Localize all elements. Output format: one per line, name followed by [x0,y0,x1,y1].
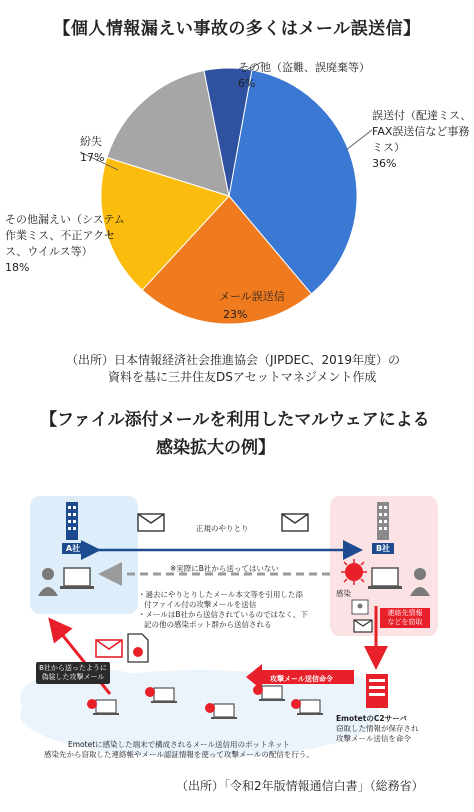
title-line: 感染拡大の例】 [156,438,275,458]
laptop-a-icon [60,568,94,589]
pie-label-text: 紛失 [80,135,102,148]
pie-label-value: 17% [80,151,105,164]
virus-b-icon [341,559,367,585]
attachment-doc-icon [128,634,148,662]
pie-label-value: 18% [5,261,30,274]
pie-label-text: ミス） [372,141,405,154]
laptop-b-icon [368,568,402,589]
section2-title [40,406,430,462]
source-line: （出所）日本情報経済社会推進協会（JIPDEC、2019年度）の [66,353,401,367]
envelope-icon [138,514,164,531]
desc-line: 記の他の感染ボット群から送信される [144,620,272,629]
desc-line: ・メールはB社から送信されているのではなく、下 [138,610,308,619]
c2-line: 攻撃メール送信を命令 [336,734,411,743]
legit-exchange-label: 正規のやりとり [196,524,249,533]
pie-label-text: FAX誤送信など事務 [372,125,470,138]
envelope-icon [282,514,308,531]
steal-info-badge [380,608,430,628]
botnet-line: Emotetに感染した端末で構成されるメール送信用のボットネット [68,740,290,749]
pie-label-value: 6% [238,77,256,90]
pie-label-misdelivery [372,108,474,172]
pie-leader-line [346,130,372,150]
pie-label-email [219,289,285,323]
pie-label-other-leak [5,212,125,276]
badge-line: 連絡先情報 [387,609,423,617]
pie-label-value: 23% [223,308,248,321]
attack-description [138,590,308,630]
building-b-icon [377,502,389,540]
desc-line: ・過去にやりとりしたメール本文等を引用した添 [138,590,303,599]
company-b-label: B社 [372,543,394,554]
badge-line: B社から送ったように [39,664,107,672]
pie-label-other [238,60,370,92]
source-note-2: （出所）「令和2年版情報通信白書」（総務省） [176,779,424,793]
badge-line: などを窃取 [387,618,423,626]
pie-label-text: その他（盗難、誤廃棄等） [238,61,370,74]
attack-command-label: 攻撃メール送信命令 [270,675,333,683]
section1-title: 【個人情報漏えい事故の多くはメール誤送信】 [53,19,421,39]
desc-line: 付ファイル付の攻撃メールを送信 [144,600,257,609]
pie-label-value: 36% [372,157,397,170]
source-note-1 [66,352,400,386]
c2-description [336,714,419,744]
c2-line: 窃取した情報が保存され [336,724,419,733]
not-from-b-label: ※実際にB社から送ってはいない [170,564,279,573]
impersonated-mail-badge [36,662,110,684]
c2-server-icon [366,674,388,708]
source-line: 資料を基に三井住友DSアセットマネジメント作成 [108,370,377,384]
attack-envelope-icon [96,640,122,657]
pie-label-text: その他漏えい（システム [5,213,125,226]
mail-icon-b [354,620,372,632]
botnet-line: 感染先から窃取した連絡帳やメール認証情報を使って攻撃メールの配信を行う。 [44,750,314,759]
infected-label: 感染 [336,589,351,598]
c2-line: EmotetのC2サーバ [336,714,407,723]
badge-line: 偽装した攻撃メール [41,673,105,681]
botnet-description [44,740,314,760]
pie-label-loss [80,134,104,166]
building-a-icon [66,502,78,540]
title-line: 【ファイル添付メールを利用したマルウェアによる [40,410,430,430]
pie-label-text: メール誤送信 [219,290,285,303]
contact-card-icon [352,600,368,614]
pie-label-text: 誤送付（配達ミス、 [372,109,472,122]
pie-label-text: ス、ウイルス等） [5,245,93,258]
pie-label-text: 作業ミス、不正アクセ [5,229,115,242]
company-a-label: A社 [62,543,84,554]
company-a-panel [30,496,138,614]
